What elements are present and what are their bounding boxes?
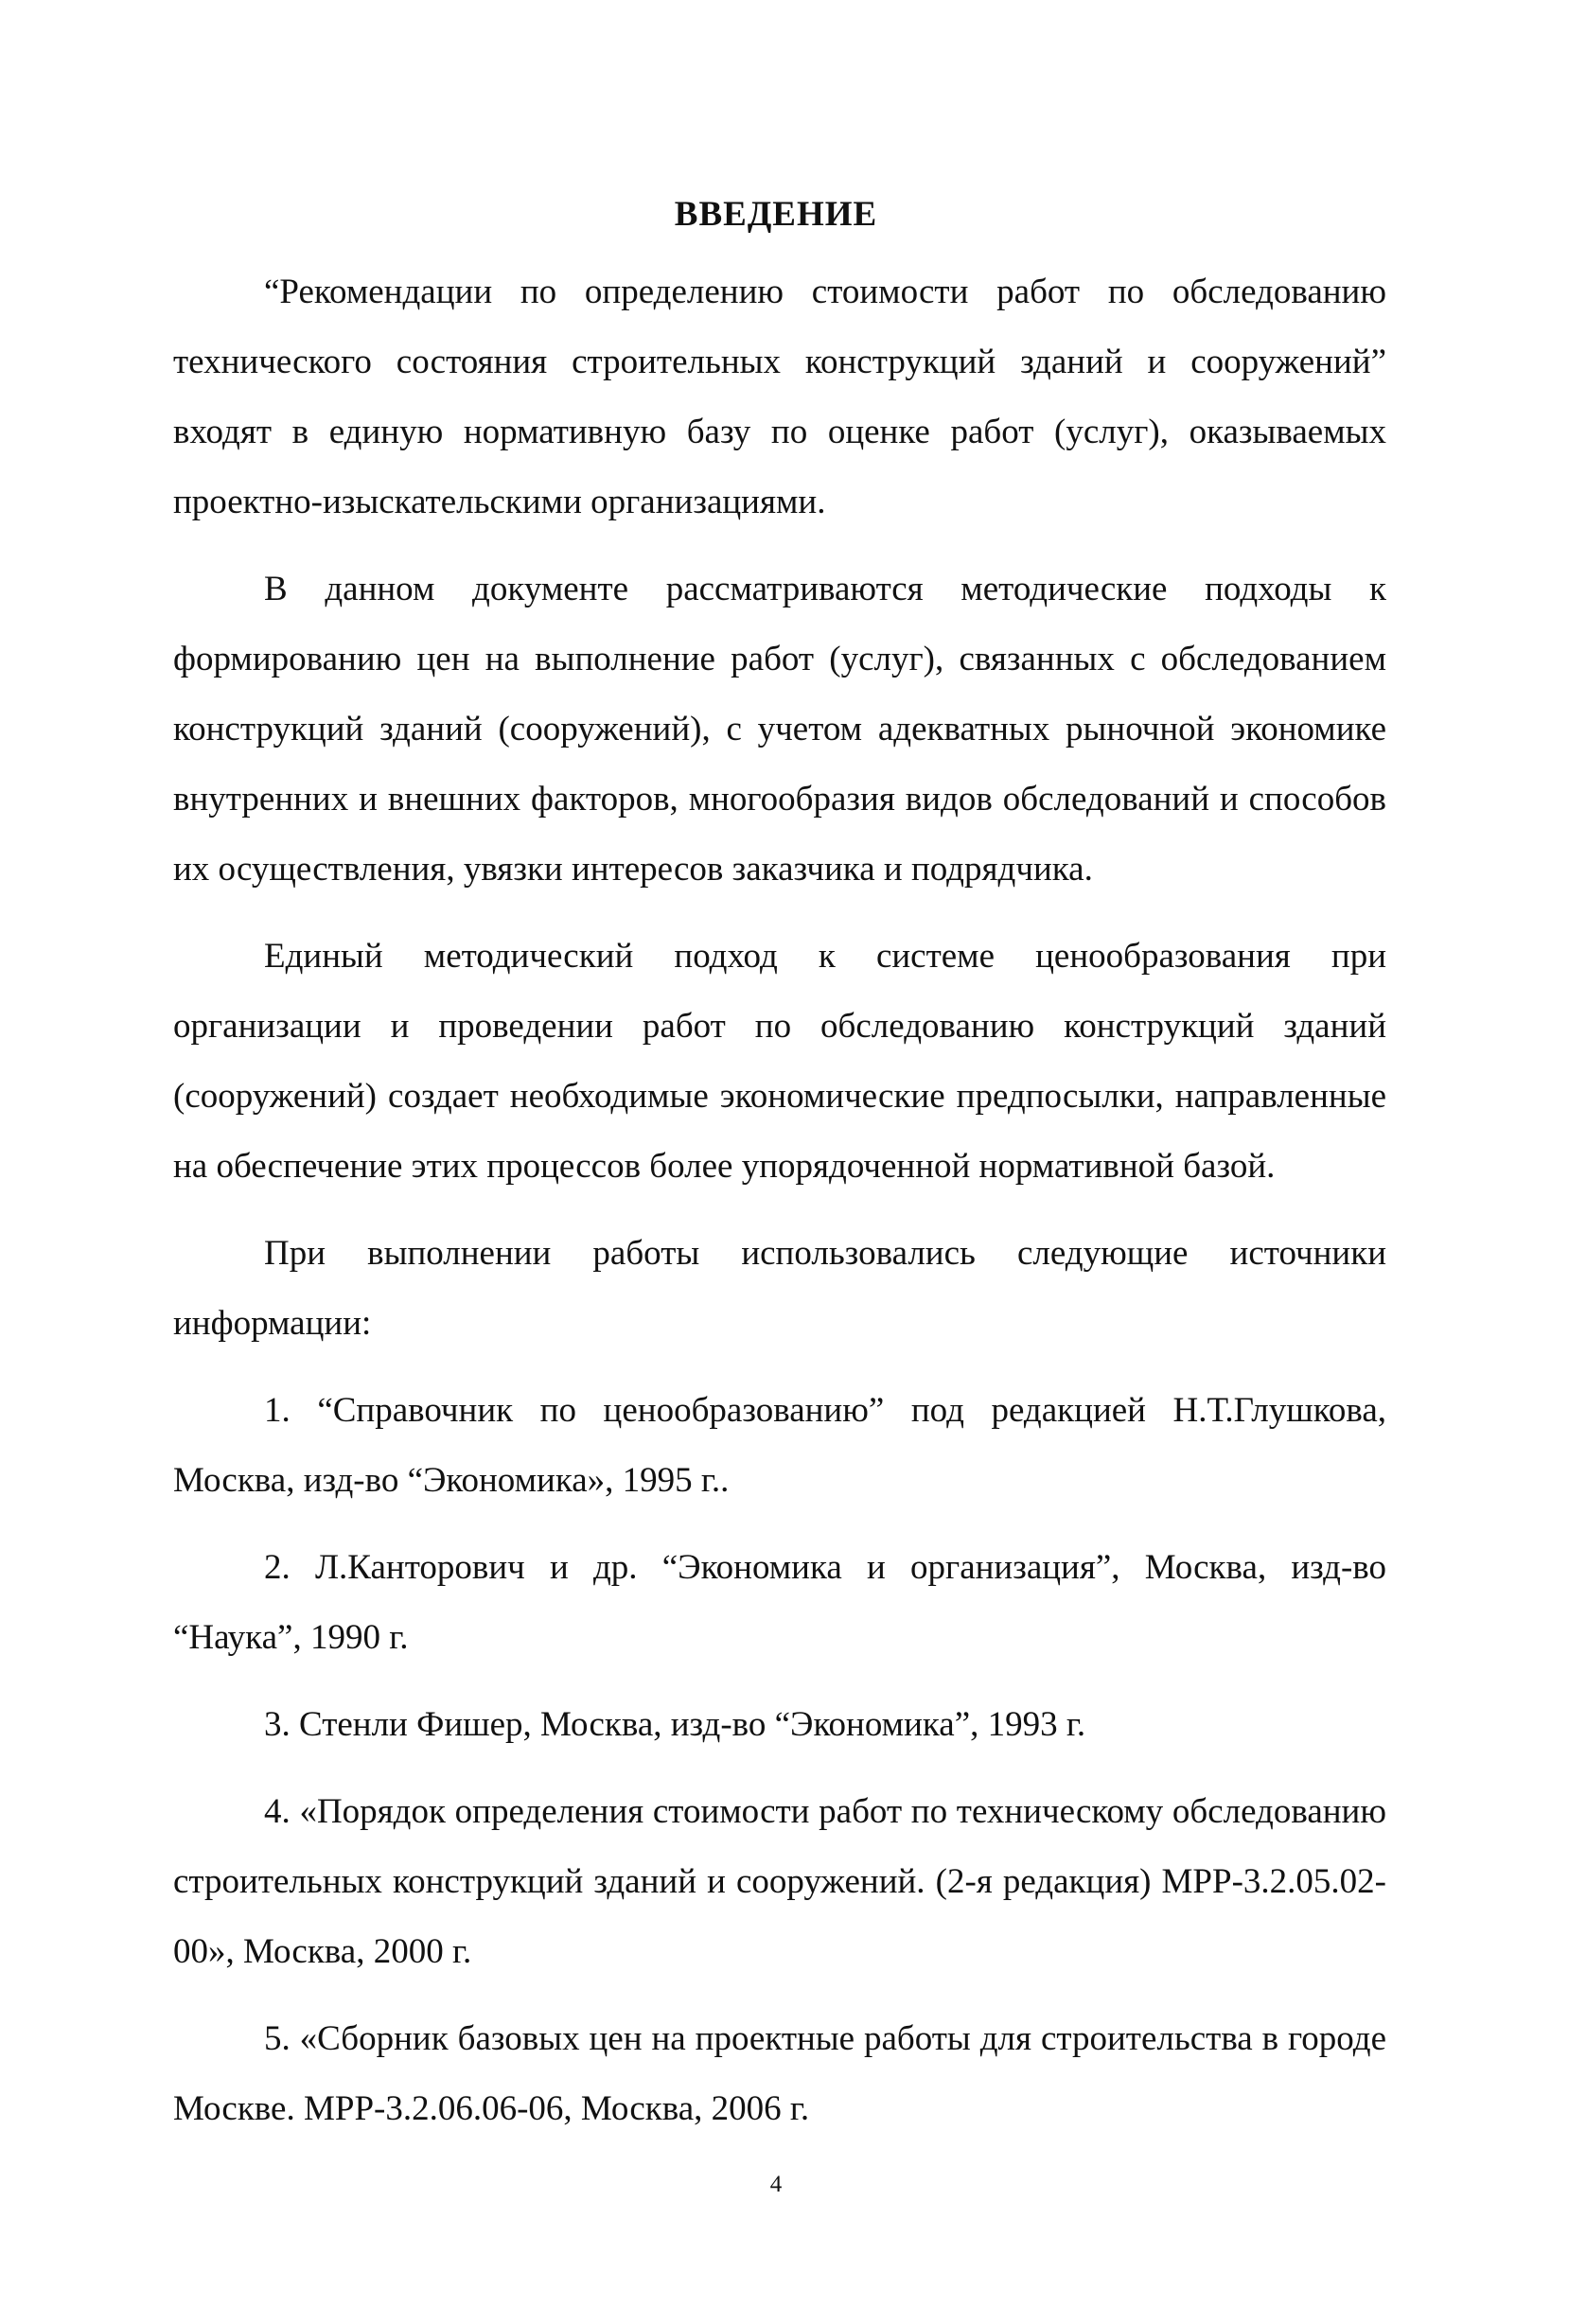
paragraph-sources-intro: При выполнении работы использовались следующие источники информации:	[173, 1234, 1386, 1343]
source-item-4: 4. «Порядок определения стоимости работ по техническому обследованию строительных конструкций зданий и сооружений. (2-я редакция) МРР-3.2.05.02-00», Москва, 2000 г.	[173, 1792, 1386, 1971]
paragraph-methods: В данном документе рассматриваются методические подходы к формированию цен на выполнение работ (услуг), связанных с обследованием конструкций зданий (сооружений), с учетом адекватных рыночной экономике внутренних и внешних факторов, многообразия видов обследований и способов их осуществления, увязки интересов заказчика и подрядчика.	[173, 570, 1386, 889]
source-item-2: 2. Л.Канторович и др. “Экономика и организация”, Москва, изд-во “Наука”, 1990 г.	[173, 1548, 1386, 1657]
source-item-1: 1. “Справочник по ценообразованию” под редакцией Н.Т.Глушкова, Москва, изд-во “Экономика», 1995 г..	[173, 1391, 1386, 1500]
sources-list	[173, 1376, 1386, 2144]
page-title: ВВЕДЕНИЕ	[674, 195, 878, 234]
paragraph-unified-approach: Единый методический подход к системе ценообразования при организации и проведении работ по обследованию конструкций зданий (сооружений) создает необходимые экономические предпосылки, направленные на обеспечение этих процессов более упорядоченной нормативной базой.	[173, 937, 1386, 1186]
source-item-5: 5. «Сборник базовых цен на проектные работы для строительства в городе Москве. МРР-3.2.06.06-06, Москва, 2006 г.	[173, 2019, 1386, 2128]
paragraph-intro: “Рекомендации по определению стоимости работ по обследованию технического состояния строительных конструкций зданий и сооружений” входят в единую нормативную базу по оценке работ (услуг), оказываемых проектно-изыскательскими организациями.	[173, 273, 1386, 521]
source-item-3: 3. Стенли Фишер, Москва, изд-во “Экономика”, 1993 г.	[264, 1705, 1086, 1744]
page-number: 4	[769, 2172, 783, 2197]
body-text	[173, 257, 1386, 2144]
